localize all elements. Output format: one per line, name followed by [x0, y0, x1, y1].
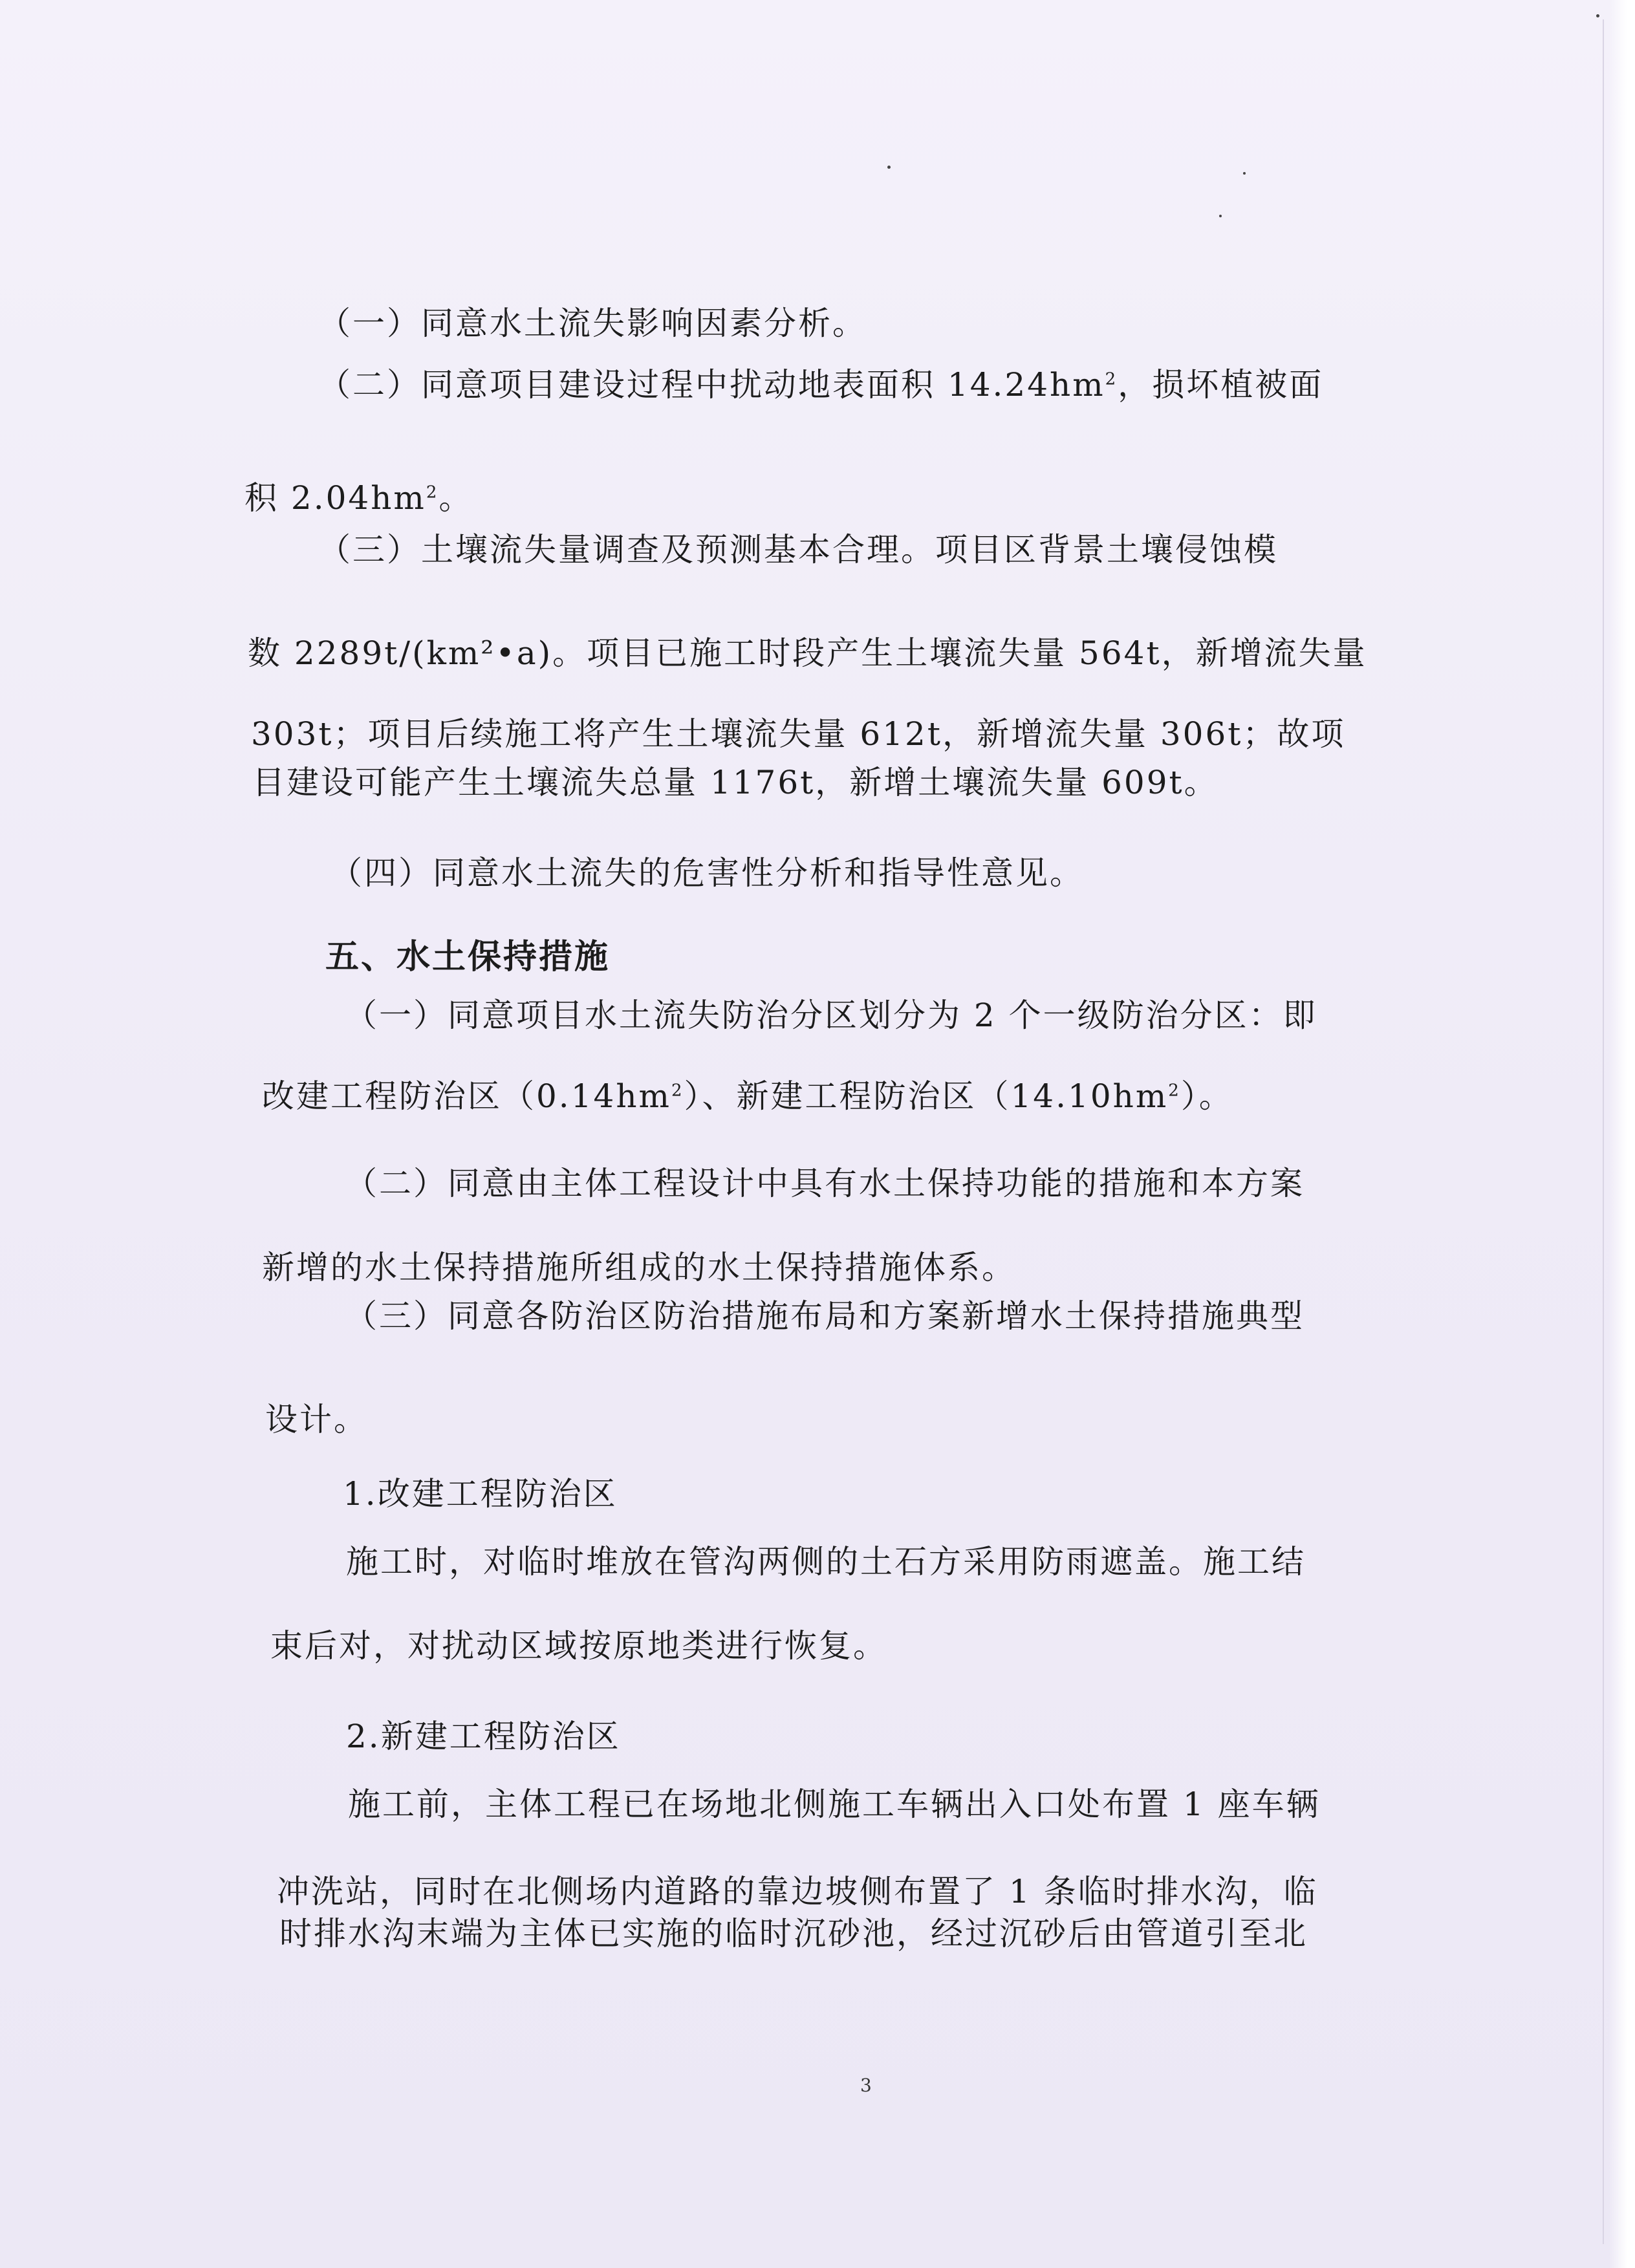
subsection1-line1: 施工时，对临时堆放在管沟两侧的土石方采用防雨遮盖。施工结 [346, 1543, 1306, 1581]
subsection1-title: 1.改建工程防治区 [343, 1475, 618, 1513]
subsection1-line2: 束后对，对扰动区域按原地类进行恢复。 [270, 1627, 887, 1665]
scan-speck [1219, 215, 1222, 217]
section4-item3-line2: 数 2289t/(km²•a)。项目已施工时段产生土壤流失量 564t，新增流失量 [248, 634, 1367, 672]
section5-item2-line1: （二）同意由主体工程设计中具有水土保持功能的措施和本方案 [345, 1165, 1305, 1202]
text-span: 积 2.04hm [244, 479, 426, 517]
section4-item3-line1: （三）土壤流失量调查及预测基本合理。项目区背景土壤侵蚀模 [318, 531, 1278, 568]
text-span: （二）同意项目建设过程中扰动地表面积 14.24hm [318, 366, 1105, 404]
section4-item1: （一）同意水土流失影响因素分析。 [318, 305, 867, 342]
text-span: 。 [439, 479, 473, 517]
section4-item4: （四）同意水土流失的危害性分析和指导性意见。 [330, 854, 1084, 892]
scan-speck [1596, 14, 1599, 17]
section5-item3-line2: 设计。 [265, 1401, 368, 1438]
subsection2-line2: 冲洗站，同时在北侧场内道路的靠边坡侧布置了 1 条临时排水沟，临 [277, 1873, 1318, 1910]
subsection2-title: 2.新建工程防治区 [346, 1718, 621, 1755]
section5-item1-line2 [262, 1077, 1233, 1116]
text-span: 改建工程防治区（0.14hm [262, 1077, 671, 1115]
section4-item2-line1 [318, 365, 1323, 404]
superscript: 2 [426, 482, 439, 502]
text-span: ）、新建工程防治区（14.10hm [684, 1077, 1169, 1115]
text-span: ，损坏植被面 [1118, 366, 1324, 404]
scan-right-margin [1609, 0, 1635, 2268]
page-edge-shadow [1603, 19, 1604, 2244]
superscript: 2 [1168, 1081, 1181, 1101]
subsection2-line1: 施工前，主体工程已在场地北侧施工车辆出入口处布置 1 座车辆 [348, 1786, 1321, 1823]
section5-item3-line1: （三）同意各防治区防治措施布局和方案新增水土保持措施典型 [345, 1297, 1305, 1335]
text-span: ）。 [1180, 1077, 1233, 1115]
section5-heading: 五、水土保持措施 [325, 938, 611, 977]
superscript: 2 [1105, 369, 1118, 389]
superscript: 2 [671, 1081, 684, 1101]
section4-item3-line4: 目建设可能产生土壤流失总量 1176t，新增土壤流失量 609t。 [252, 764, 1218, 801]
section5-item1-line1: （一）同意项目水土流失防治分区划分为 2 个一级防治分区：即 [345, 997, 1317, 1034]
section4-item2-line2 [244, 479, 473, 517]
page-number: 3 [860, 2075, 872, 2096]
subsection2-line3: 时排水沟末端为主体已实施的临时沉砂池，经过沉砂后由管道引至北 [279, 1915, 1308, 1952]
scan-speck [887, 166, 891, 169]
scan-speck [1243, 172, 1246, 175]
section4-item3-line3: 303t；项目后续施工将产生土壤流失量 612t，新增流失量 306t；故项 [251, 715, 1346, 753]
section5-item2-line2: 新增的水土保持措施所组成的水土保持措施体系。 [262, 1249, 1016, 1286]
